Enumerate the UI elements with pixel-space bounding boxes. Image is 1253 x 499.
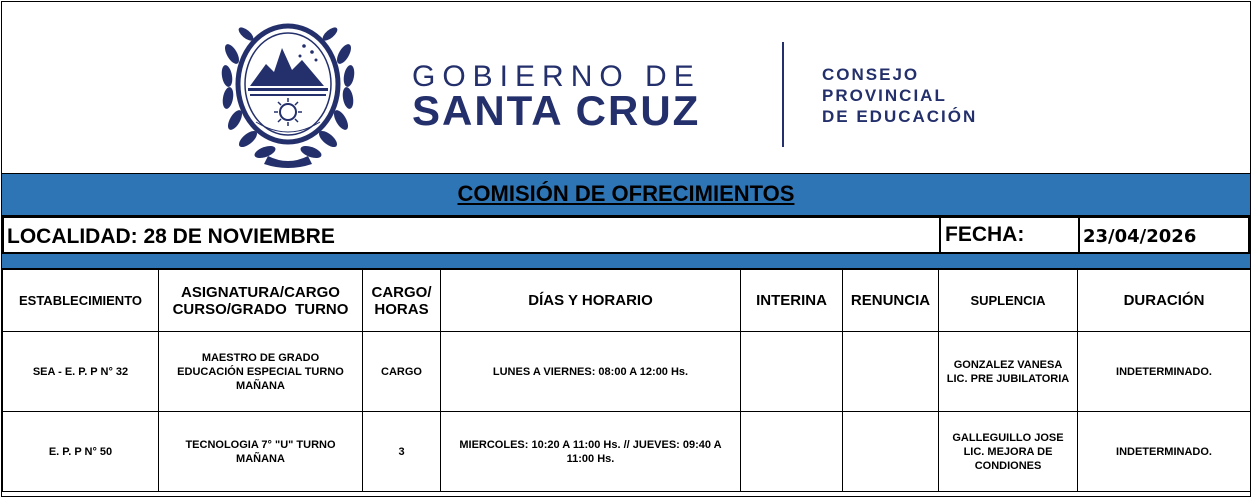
ofrecimientos-table: [2, 269, 1251, 492]
fecha-value-cell: [1078, 218, 1250, 252]
consejo-line-3: DE EDUCACIÓN: [822, 107, 978, 126]
cell-dias-line: LUNES A VIERNES: 08:00 A 12:00 Hs.: [492, 365, 689, 378]
document-title: COMISIÓN DE OFRECIMIENTOS: [457, 181, 795, 206]
col-header-cargo-line-2: HORAS: [374, 300, 429, 318]
cell-suplencia-line: GALLEGUILLO JOSE: [952, 431, 1064, 444]
cell-asignatura: [159, 412, 363, 492]
col-header-duracion: DURACIÓN: [1078, 270, 1251, 332]
cell-asignatura-line: TECNOLOGIA 7° "U" TURNO: [185, 438, 336, 451]
consejo-line-1: CONSEJO: [822, 65, 920, 84]
table-row: [3, 412, 1251, 492]
title-band: [2, 173, 1250, 216]
cell-asignatura-line: MAÑANA: [236, 379, 285, 392]
cell-dias: [441, 332, 741, 412]
cell-asignatura-line: MAESTRO DE GRADO: [201, 351, 320, 364]
cell-suplencia-line: LIC. MEJORA DE: [963, 445, 1053, 458]
col-header-asignatura-line-1: ASIGNATURA/CARGO: [181, 283, 340, 301]
col-header-dias: DÍAS Y HORARIO: [441, 270, 741, 332]
col-header-asignatura: [159, 270, 363, 332]
fecha-label: FECHA:: [945, 223, 1025, 246]
consejo-provincial-block: [822, 64, 977, 127]
table-header-row: [3, 270, 1251, 332]
cell-asignatura-line: EDUCACIÓN ESPECIAL TURNO: [177, 365, 344, 378]
fecha-value: 23/04/2026: [1083, 226, 1197, 247]
letterhead: [2, 2, 1250, 173]
gobierno-line-2: SANTA CRUZ: [412, 87, 701, 134]
cell-cargo: CARGO: [363, 332, 441, 412]
cell-asignatura: [159, 332, 363, 412]
cell-suplencia-line: GONZALEZ VANESA: [953, 358, 1063, 371]
cell-establecimiento: SEA - E. P. P N° 32: [3, 332, 159, 412]
cell-establecimiento: E. P. P N° 50: [3, 412, 159, 492]
consejo-line-2: PROVINCIAL: [822, 86, 947, 105]
fecha-label-cell: [939, 218, 1078, 252]
cell-renuncia: [843, 332, 939, 412]
cell-renuncia: [843, 412, 939, 492]
cell-dias: [441, 412, 741, 492]
cell-suplencia: [939, 412, 1078, 492]
cell-suplencia-line: CONDIONES: [974, 459, 1042, 472]
col-header-suplencia: SUPLENCIA: [939, 270, 1078, 332]
cell-dias-line: MIERCOLES: 10:20 A 11:00 Hs. // JUEVES: 09:40 A: [459, 438, 722, 451]
col-header-cargo-line-1: CARGO/: [371, 283, 432, 301]
cell-dias-line: 11:00 Hs.: [566, 452, 615, 465]
document-sheet: [1, 1, 1251, 497]
localidad-row: [2, 216, 1250, 254]
cell-suplencia-line: LIC. PRE JUBILATORIA: [946, 372, 1070, 385]
cell-duracion: INDETERMINADO.: [1078, 412, 1251, 492]
cell-suplencia: [939, 332, 1078, 412]
separator-band: [2, 254, 1250, 269]
col-header-asignatura-line-2: CURSO/GRADO TURNO: [172, 300, 349, 318]
cell-interina: [741, 332, 843, 412]
table-row: [3, 332, 1251, 412]
col-header-renuncia: RENUNCIA: [843, 270, 939, 332]
header-divider: [782, 42, 784, 147]
cell-cargo: 3: [363, 412, 441, 492]
cell-duracion: INDETERMINADO.: [1078, 332, 1251, 412]
provincial-seal-icon: [220, 14, 356, 170]
gobierno-line-1: GOBIERNO DE: [412, 60, 701, 93]
localidad-label: LOCALIDAD: 28 DE NOVIEMBRE: [7, 225, 335, 248]
col-header-interina: INTERINA: [741, 270, 843, 332]
cell-interina: [741, 412, 843, 492]
col-header-establecimiento: ESTABLECIMIENTO: [3, 270, 159, 332]
cell-asignatura-line: MAÑANA: [236, 452, 285, 465]
col-header-cargo: [363, 270, 441, 332]
